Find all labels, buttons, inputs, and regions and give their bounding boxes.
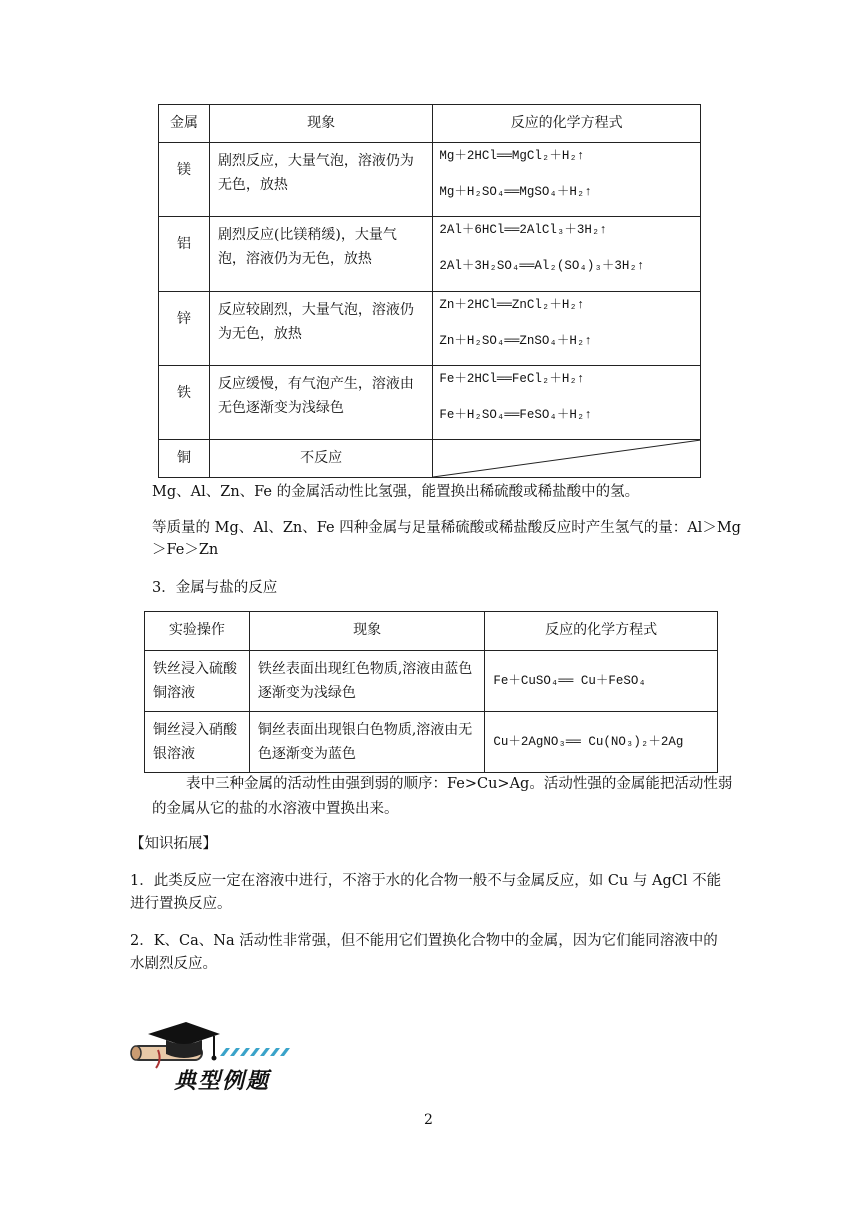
table-row: [159, 366, 701, 440]
equation: Mg＋2HCl══MgCl₂＋H₂↑: [439, 149, 585, 163]
header-equation: 反应的化学方程式: [433, 105, 701, 143]
equation: 2Al＋6HCl══2AlCl₃＋3H₂↑: [439, 223, 607, 237]
equation: Fe＋H₂SO₄══FeSO₄＋H₂↑: [439, 408, 592, 422]
diagonal-line: [433, 440, 701, 478]
metal-cell: 镁: [159, 143, 210, 217]
metal-cell: 铁: [159, 366, 210, 440]
phenomenon-cell: 剧烈反应(比镁稍缓)，大量气泡，溶液仍为无色，放热: [209, 217, 432, 292]
phenomenon-cell: 铜丝表面出现银白色物质,溶液由无色逐渐变为蓝色: [249, 712, 485, 773]
equation: 2Al＋3H₂SO₄══Al₂(SO₄)₃＋3H₂↑: [439, 259, 645, 273]
phenomenon-cell: 剧烈反应，大量气泡，溶液仍为无色，放热: [209, 143, 432, 217]
table-row: [159, 440, 701, 478]
knowledge-point-2: 2．K、Ca、Na 活动性非常强，但不能用它们置换化合物中的金属，因为它们能同溶液中的: [130, 933, 718, 949]
empty-diagonal-cell: [433, 440, 701, 478]
phenomenon-cell: 反应缓慢，有气泡产生，溶液由无色逐渐变为浅绿色: [209, 366, 432, 440]
header-equation: 反应的化学方程式: [485, 612, 718, 651]
header-phenomenon: 现象: [249, 612, 485, 651]
equation-cell: [433, 292, 701, 366]
paragraph-hydrogen-amount-cont: ＞Fe＞Zn: [152, 542, 219, 558]
header-metal: 金属: [159, 105, 210, 143]
phenomenon-cell: 反应较剧烈，大量气泡，溶液仍为无色，放热: [209, 292, 432, 366]
equation-cell: [433, 143, 701, 217]
paragraph-activity-order-cont: 的金属从它的盐的水溶液中置换出来。: [152, 801, 399, 817]
operation-cell: 铁丝浸入硫酸铜溶液: [145, 651, 250, 712]
page-number: 2: [424, 1112, 433, 1128]
phenomenon-cell: 铁丝表面出现红色物质,溶液由蓝色逐渐变为浅绿色: [249, 651, 485, 712]
header-phenomenon: 现象: [209, 105, 432, 143]
knowledge-point-1: 1．此类反应一定在溶液中进行，不溶于水的化合物一般不与金属反应，如 Cu 与 AgCl 不能: [130, 873, 722, 889]
equation: Zn＋H₂SO₄══ZnSO₄＋H₂↑: [439, 334, 592, 348]
section-heading-salt: 3．金属与盐的反应: [152, 580, 278, 596]
paragraph-activity: Mg、Al、Zn、Fe 的金属活动性比氢强，能置换出稀硫酸或稀盐酸中的氢。: [152, 484, 640, 500]
table-row: [159, 292, 701, 366]
equation: Zn＋2HCl══ZnCl₂＋H₂↑: [439, 298, 585, 312]
operation-cell: 铜丝浸入硝酸银溶液: [145, 712, 250, 773]
equation-cell: Cu＋2AgNO₃══ Cu(NO₃)₂＋2Ag: [485, 712, 718, 773]
banner-title: 典型例题: [174, 1069, 271, 1094]
table-row: [159, 143, 701, 217]
equation-cell: Fe＋CuSO₄══ Cu＋FeSO₄: [485, 651, 718, 712]
paragraph-hydrogen-amount: 等质量的 Mg、Al、Zn、Fe 四种金属与足量稀硫酸或稀盐酸反应时产生氢气的量：Al＞Mg: [152, 520, 741, 536]
paragraph-activity-order: 表中三种金属的活动性由强到弱的顺序：Fe>Cu>Ag。活动性强的金属能把活动性弱: [186, 776, 733, 792]
header-operation: 实验操作: [145, 612, 250, 651]
knowledge-point-2-cont: 水剧烈反应。: [130, 956, 217, 972]
equation: Mg＋H₂SO₄══MgSO₄＋H₂↑: [439, 185, 592, 199]
knowledge-point-1-cont: 进行置换反应。: [130, 896, 232, 912]
metal-salt-table: [144, 611, 718, 773]
example-banner: [128, 1020, 308, 1100]
equation-cell: [433, 366, 701, 440]
metal-cell: 锌: [159, 292, 210, 366]
metal-acid-table: [158, 104, 701, 478]
metal-cell: 铜: [159, 440, 210, 478]
knowledge-extension-title: 【知识拓展】: [130, 836, 217, 852]
equation-cell: [433, 217, 701, 292]
table-row: [159, 217, 701, 292]
equation: Fe＋2HCl══FeCl₂＋H₂↑: [439, 372, 585, 386]
phenomenon-cell: 不反应: [209, 440, 432, 478]
table-row: [145, 651, 718, 712]
metal-cell: 铝: [159, 217, 210, 292]
table-row: [145, 712, 718, 773]
